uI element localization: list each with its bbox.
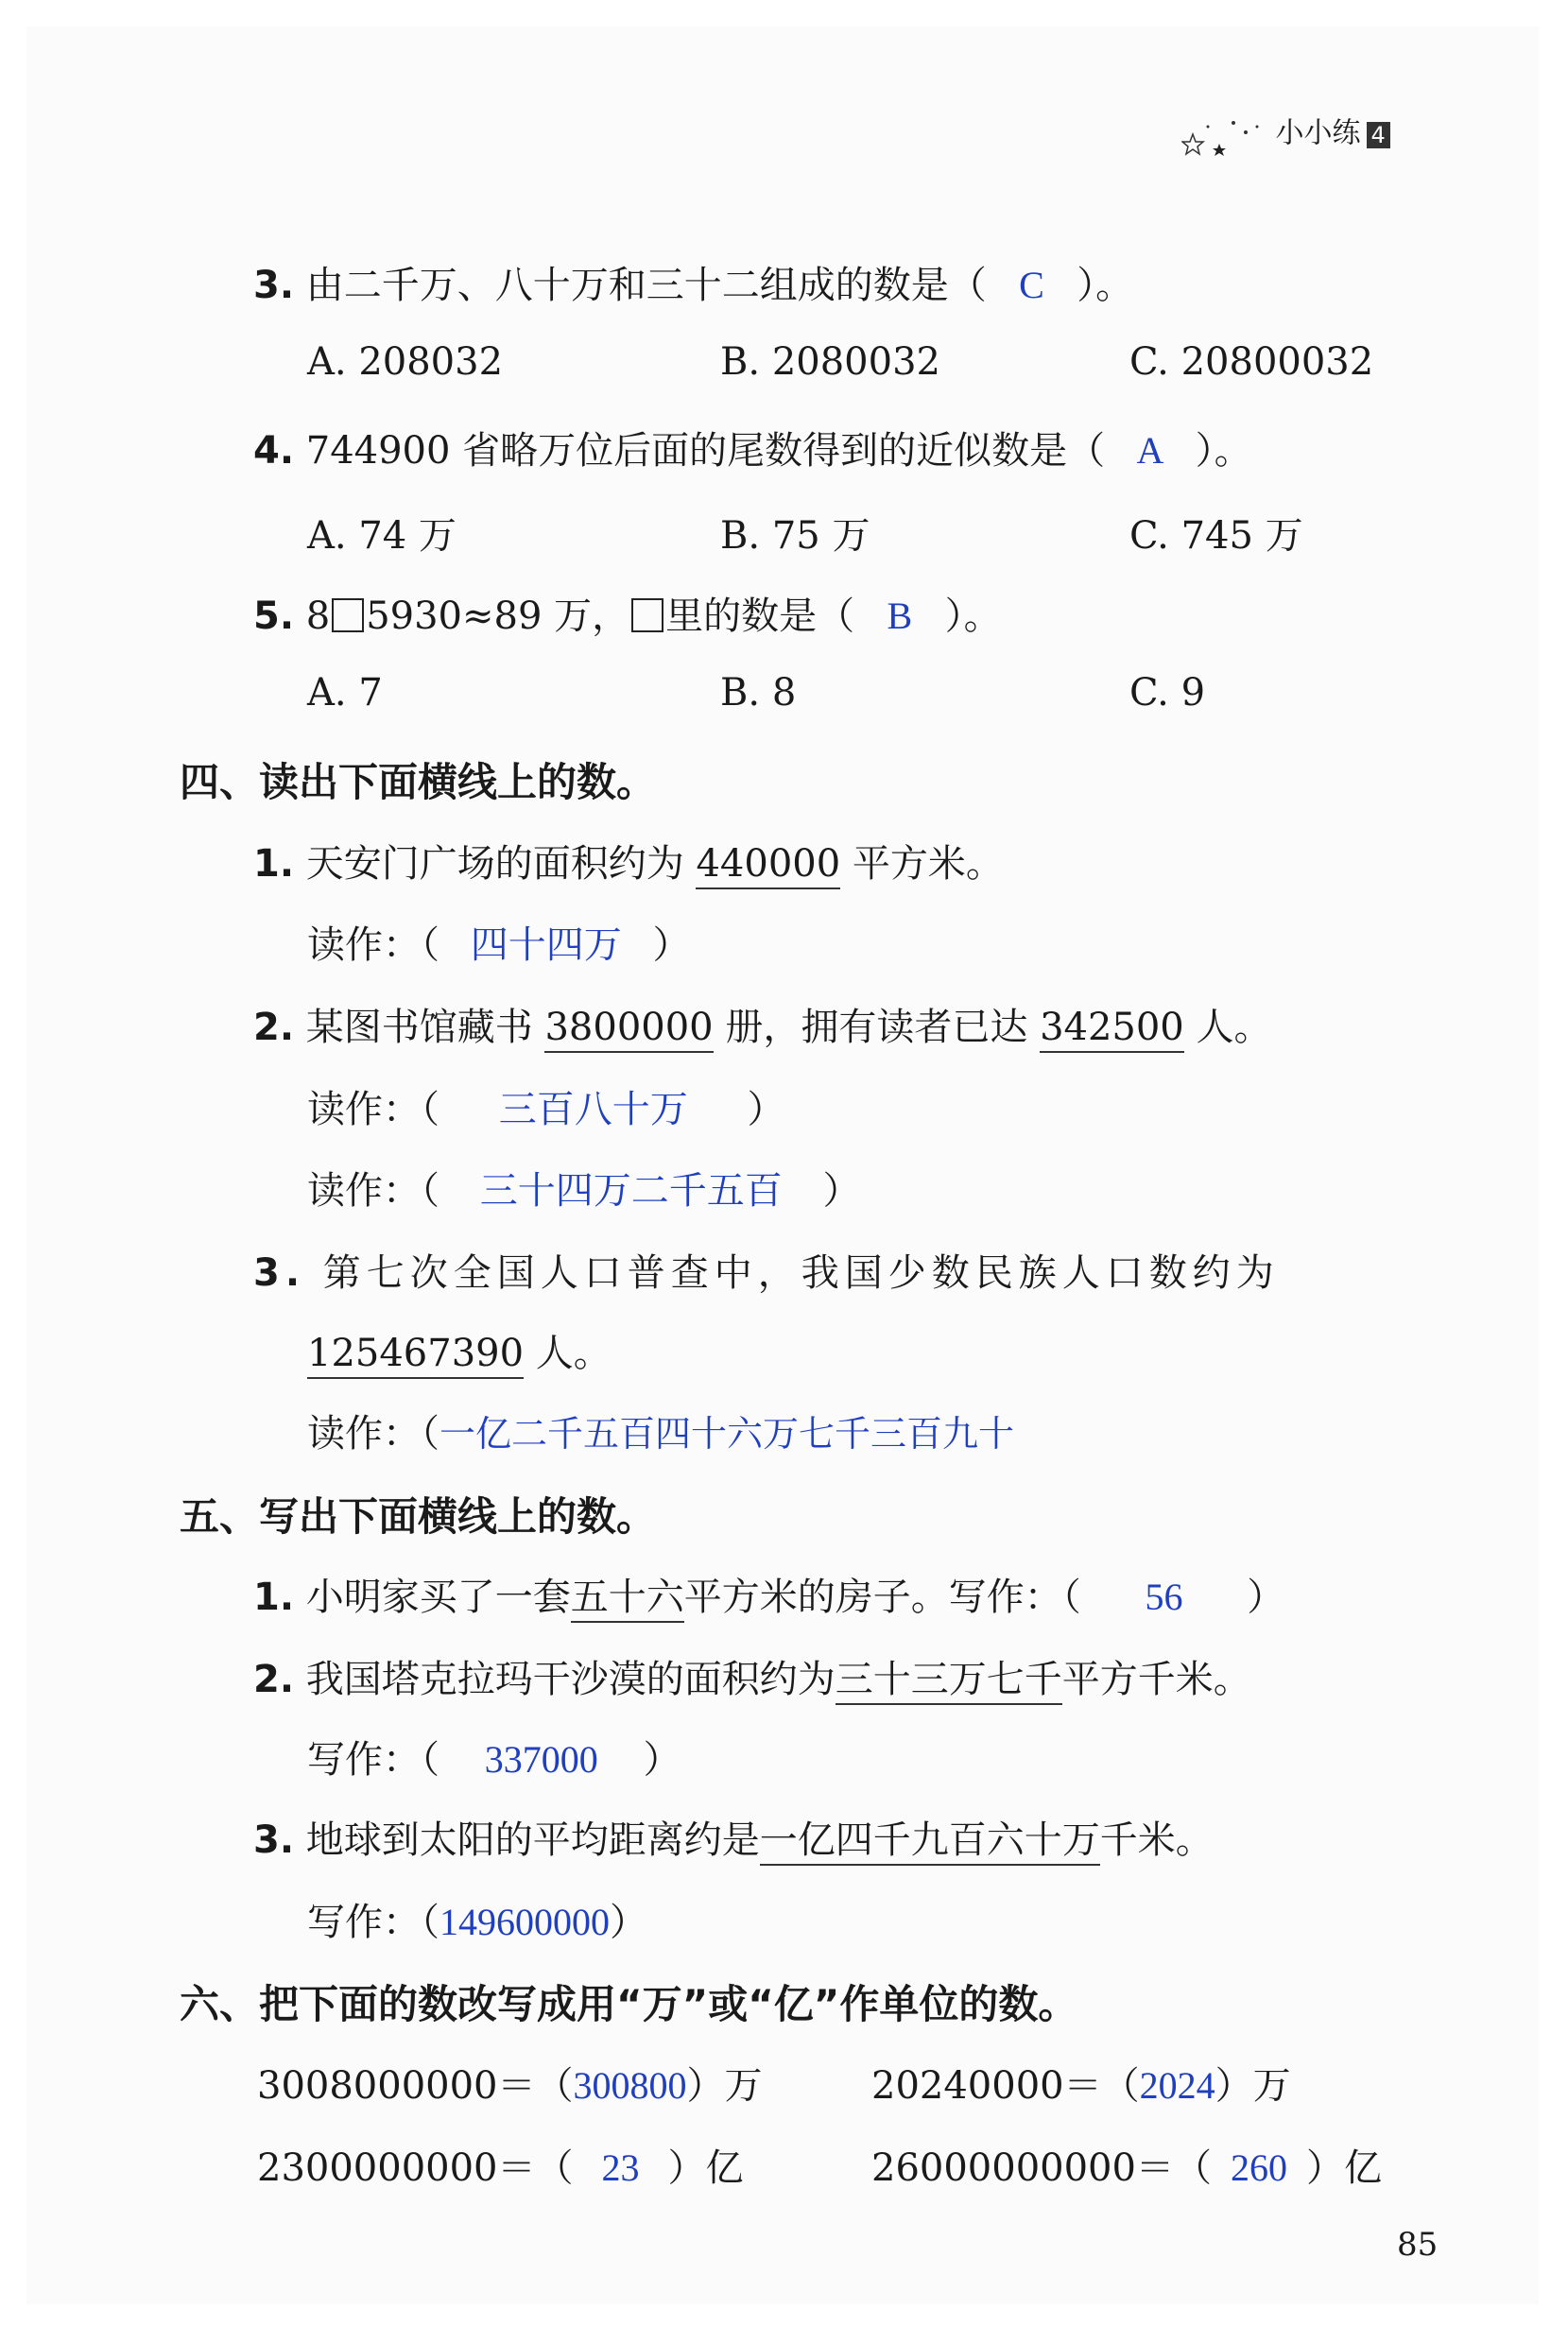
item-post: 平方米。 (840, 842, 1004, 886)
write-close: ） (643, 1738, 681, 1782)
convert-right: ）亿 (667, 2146, 744, 2190)
read-close: ） (652, 923, 691, 967)
answer: B (887, 594, 913, 637)
write-answer: 149600000 (439, 1901, 610, 1943)
convert-right: ）万 (1215, 2064, 1291, 2108)
underlined-number: 342500 (1040, 1006, 1184, 1053)
question-5 (253, 586, 1002, 640)
write-close: ） (610, 1901, 647, 1944)
item-mid: 册，拥有读者已达 (713, 1006, 1041, 1049)
header-decoration (1181, 106, 1390, 163)
convert-answer: 260 (1230, 2146, 1287, 2189)
question-close: ）。 (944, 594, 1002, 638)
option-c: C. 9 (1129, 671, 1206, 715)
write-label: 写作：（ (307, 1738, 439, 1782)
read-answer: 三百八十万 (498, 1088, 688, 1130)
question-post: 里的数是（ (665, 594, 855, 638)
underlined-text: 五十六 (571, 1576, 684, 1623)
question-3 (253, 255, 1133, 309)
item-pre: 小明家买了一套 (305, 1576, 571, 1619)
convert-right: ）万 (686, 2064, 763, 2108)
read-line-4 (307, 1404, 1014, 1457)
option-a: A. 208032 (307, 340, 504, 384)
question-number: 3. (253, 264, 295, 307)
write-line-3 (307, 1892, 647, 1946)
convert-item-4 (871, 2138, 1382, 2192)
option-b: B. 2080032 (720, 340, 940, 384)
read-label: 读作：（ (307, 1169, 439, 1213)
s4-item-1 (253, 834, 1004, 887)
convert-left: 3008000000＝（ (257, 2064, 574, 2108)
underlined-text: 三十三万七千 (836, 1658, 1062, 1705)
answer: C (1019, 264, 1044, 306)
section-6-title: 六、把下面的数改写成用“万”或“亿”作单位的数。 (180, 1981, 1078, 2027)
header-label: 小小练 (1275, 116, 1361, 150)
convert-answer: 2024 (1139, 2064, 1215, 2107)
write-answer: 337000 (484, 1738, 598, 1781)
write-line-2 (307, 1730, 681, 1783)
question-text: 由二千万、八十万和三十二组成的数是（ (305, 264, 987, 307)
read-line-2 (307, 1079, 784, 1133)
blank-box (332, 598, 364, 632)
s5-item-3 (253, 1810, 1214, 1864)
item-pre: 地球到太阳的平均距离约是 (305, 1818, 760, 1862)
item-post: 平方米的房子。写作：（ (683, 1576, 1081, 1619)
question-number: 4. (253, 429, 295, 473)
s4-item-3-cont (307, 1323, 612, 1377)
convert-item-1 (257, 2056, 763, 2110)
underlined-number: 3800000 (544, 1006, 713, 1053)
option-b: B. 8 (720, 671, 797, 715)
question-mid: 5930≈89 万， (366, 594, 630, 638)
option-a: A. 74 万 (307, 514, 457, 558)
s5-item-1 (253, 1567, 1284, 1621)
read-answer: 四十四万 (470, 923, 622, 966)
item-pre: 天安门广场的面积约为 (305, 842, 697, 886)
convert-left: 2300000000＝（ (257, 2146, 574, 2190)
item-number: 2. (253, 1658, 295, 1701)
read-close: ） (747, 1088, 785, 1131)
read-line-3 (307, 1161, 860, 1215)
question-4 (253, 421, 1252, 474)
item-post: 千米。 (1099, 1818, 1214, 1862)
question-number: 5. (253, 594, 295, 638)
section-4-title: 四、读出下面横线上的数。 (180, 759, 657, 805)
answer: A (1136, 429, 1164, 472)
question-pre: 8 (305, 594, 331, 638)
write-answer: 56 (1145, 1576, 1183, 1618)
convert-left: 26000000000＝（ (871, 2146, 1212, 2190)
convert-item-3 (257, 2138, 744, 2192)
question-close: ）。 (1195, 429, 1252, 473)
convert-answer: 23 (601, 2146, 640, 2189)
item-pre: 第七次全国人口普查中，我国少数民族人口数约为 (322, 1251, 1280, 1295)
convert-item-2 (871, 2056, 1291, 2110)
read-close: ） (822, 1169, 861, 1213)
s5-item-2 (253, 1649, 1251, 1703)
item-close: ） (1247, 1576, 1285, 1619)
convert-left: 20240000＝（ (871, 2064, 1140, 2108)
option-c: C. 20800032 (1129, 340, 1374, 384)
item-number: 1. (253, 1576, 295, 1619)
item-number: 1. (253, 842, 295, 886)
question-text: 744900 省略万位后面的尾数得到的近似数是（ (305, 429, 1106, 473)
item-pre: 某图书馆藏书 (305, 1006, 545, 1049)
convert-right: ）亿 (1305, 2146, 1382, 2190)
item-post: 人。 (524, 1332, 612, 1375)
read-answer: 三十四万二千五百 (479, 1169, 783, 1212)
stars-icon (1181, 106, 1266, 163)
underlined-number: 440000 (696, 842, 840, 889)
s4-item-2 (253, 997, 1271, 1051)
item-post: 平方千米。 (1061, 1658, 1251, 1701)
item-number: 3. (253, 1818, 295, 1862)
option-a: A. 7 (307, 671, 383, 715)
question-close: ）。 (1077, 264, 1134, 307)
header-badge: 4 (1367, 122, 1390, 148)
item-pre: 我国塔克拉玛干沙漠的面积约为 (305, 1658, 836, 1701)
page-number: 85 (1397, 2226, 1439, 2264)
item-number: 3. (253, 1251, 306, 1295)
blank-box (631, 598, 663, 632)
option-b: B. 75 万 (720, 514, 870, 558)
s4-item-3 (253, 1243, 1280, 1297)
option-c: C. 745 万 (1129, 514, 1303, 558)
underlined-text: 一亿四千九百六十万 (760, 1818, 1100, 1866)
underlined-number: 125467390 (307, 1332, 524, 1379)
read-answer: 一亿二千五百四十六万七千三百九十 (439, 1415, 1015, 1455)
item-post: 人。 (1183, 1006, 1272, 1049)
convert-answer: 300800 (573, 2064, 687, 2107)
section-5-title: 五、写出下面横线上的数。 (180, 1493, 657, 1540)
item-number: 2. (253, 1006, 295, 1049)
write-label: 写作：（ (307, 1901, 439, 1944)
read-label: 读作：（ (307, 1088, 439, 1131)
read-label: 读作：（ (307, 1412, 439, 1456)
read-line-1 (307, 915, 690, 969)
read-label: 读作：（ (307, 923, 439, 967)
